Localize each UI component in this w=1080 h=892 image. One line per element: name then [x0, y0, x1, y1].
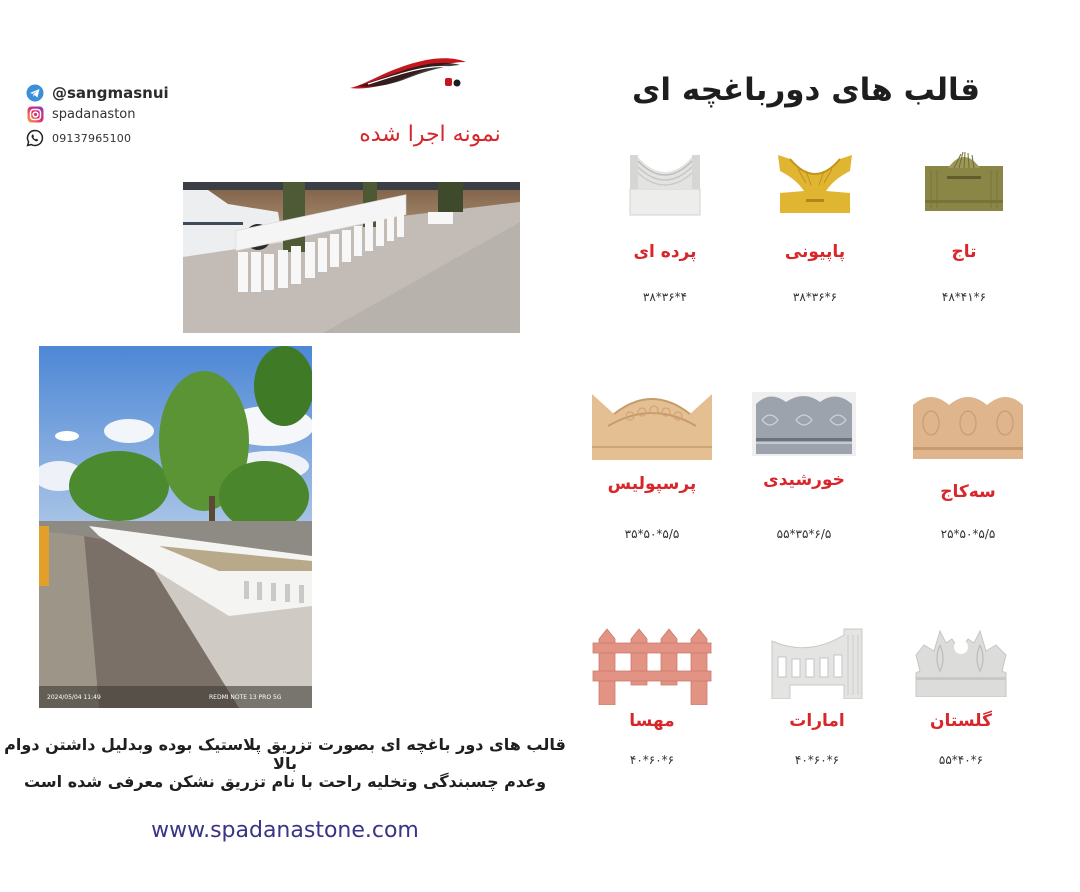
- product-name: خورشیدی: [763, 470, 845, 490]
- contact-instagram[interactable]: [26, 105, 135, 123]
- product-dimensions: ۳۸*۳۶*۶: [792, 290, 838, 304]
- product-khorshidi[interactable]: [729, 390, 879, 550]
- product-name: تاج: [951, 242, 977, 262]
- instagram-handle: spadanaston: [52, 106, 136, 122]
- product-emarat[interactable]: [742, 625, 892, 775]
- product-image-emarat: [768, 625, 866, 699]
- sample-title: نمونه اجرا شده: [359, 122, 501, 147]
- brand-logo: [348, 50, 470, 100]
- sample-photo-bottom: [39, 346, 312, 708]
- contact-telegram[interactable]: [26, 84, 169, 102]
- page-title: قالب های دورباغچه ای: [632, 72, 980, 108]
- product-image-golestan: [912, 625, 1010, 697]
- product-mahsa[interactable]: [577, 625, 727, 775]
- product-dimensions: ۳۸*۳۶*۴: [642, 290, 688, 304]
- product-name: سه‌کاج: [940, 482, 996, 502]
- product-dimensions: ۵۵*۳۵*۶/۵: [776, 527, 832, 541]
- product-name: گلستان: [930, 711, 992, 731]
- product-dimensions: ۵۵*۴۰*۶: [938, 753, 984, 767]
- product-dimensions: ۴۰*۶۰*۶: [629, 753, 675, 767]
- product-image-mahsa: [591, 625, 713, 705]
- product-dimensions: ۲۵*۵۰*۵/۵: [940, 527, 996, 541]
- product-pardeh[interactable]: [590, 150, 740, 320]
- description-line-2: وعدم چسبندگی وتخلیه راحت با نام تزریق نشکن معرفی شده است: [23, 772, 547, 791]
- product-image-khorshidi: [748, 390, 860, 460]
- product-dimensions: ۴۸*۴۱*۶: [941, 290, 987, 304]
- product-image-papiyoni: [776, 153, 854, 215]
- telegram-icon: [26, 84, 44, 102]
- photo-watermark: REDMI NOTE 13 PRO 5G: [209, 694, 282, 701]
- photo-timestamp: 2024/05/04 11:49: [47, 694, 101, 701]
- product-dimensions: ۴۰*۶۰*۶: [794, 753, 840, 767]
- product-name: پاپیونی: [784, 242, 846, 262]
- product-persepolis[interactable]: [577, 390, 727, 550]
- product-golestan[interactable]: [886, 625, 1036, 775]
- description-line-1: قالب های دور باغچه ای بصورت تزریق پلاستیک بوده وبدلیل داشتن دوام بالا: [4, 735, 566, 773]
- contact-whatsapp[interactable]: [26, 129, 131, 147]
- product-image-persepolis: [590, 390, 714, 462]
- product-sehkaj[interactable]: [893, 390, 1043, 550]
- whatsapp-number: 09137965100: [52, 131, 132, 145]
- product-name: امارات: [789, 711, 845, 731]
- product-papiyoni[interactable]: [740, 150, 890, 320]
- product-dimensions: ۳۵*۵۰*۵/۵: [624, 527, 680, 541]
- whatsapp-icon: [26, 129, 44, 147]
- instagram-icon: [26, 105, 44, 123]
- product-name: مهسا: [629, 711, 675, 731]
- telegram-handle: @sangmasnui: [52, 84, 169, 102]
- product-image-taj: [923, 150, 1005, 212]
- product-name: پرسپولیس: [607, 474, 697, 494]
- product-taj[interactable]: [889, 150, 1039, 320]
- sample-photo-top: [183, 182, 520, 333]
- product-image-pardeh: [628, 153, 702, 217]
- product-image-sehkaj: [911, 393, 1025, 459]
- website-link[interactable]: www.spadanastone.com: [151, 818, 419, 843]
- product-name: پرده ای: [633, 242, 697, 262]
